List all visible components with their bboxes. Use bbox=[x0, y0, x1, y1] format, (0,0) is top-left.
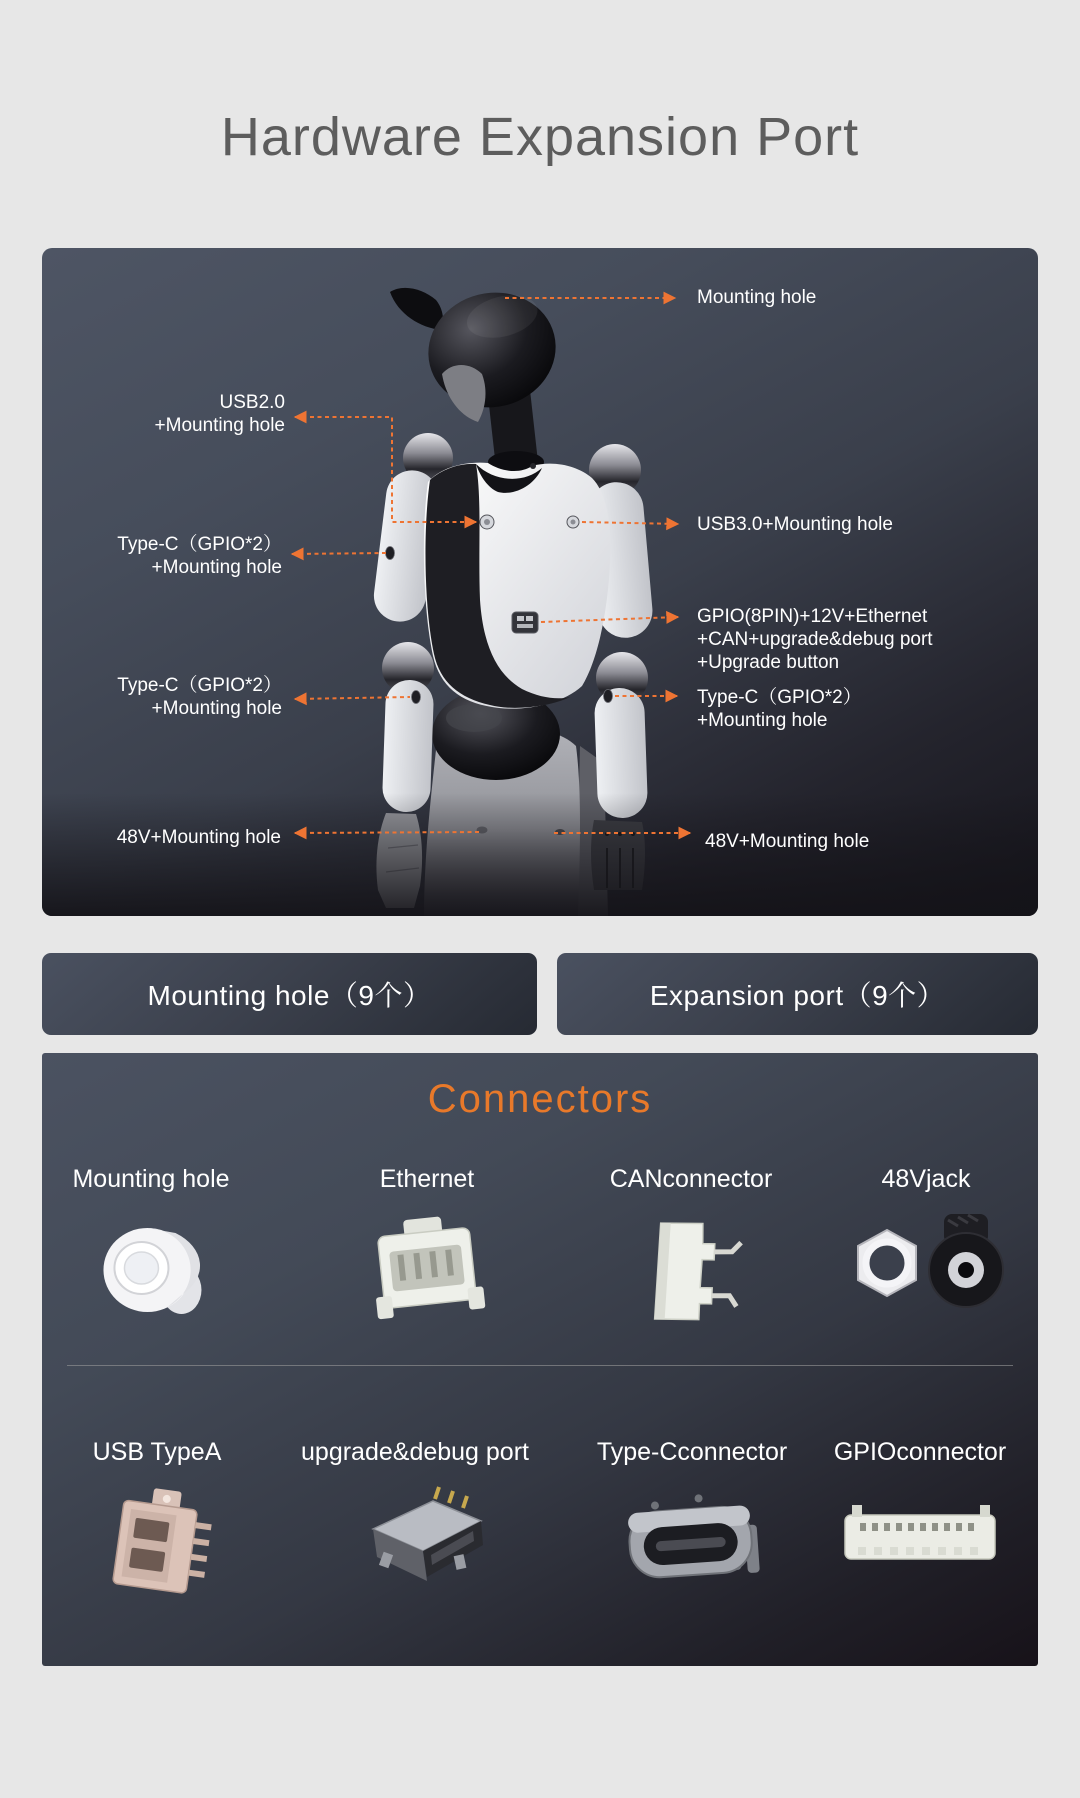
callout-line: +Mounting hole bbox=[697, 710, 828, 731]
connector-mounting-hole bbox=[72, 1165, 229, 1336]
callout-mounting-hole-head bbox=[697, 286, 816, 309]
connector-label: Mounting hole bbox=[72, 1165, 230, 1193]
callout-line: +Mounting hole bbox=[151, 557, 282, 578]
grommet-icon bbox=[89, 1208, 213, 1336]
callout-line: +Upgrade button bbox=[697, 652, 840, 673]
usb-a-connector-icon bbox=[90, 1481, 224, 1613]
connector-label: 48Vjack bbox=[881, 1165, 971, 1193]
connector-type-c bbox=[597, 1438, 787, 1609]
robot-expansion-panel bbox=[42, 248, 1038, 916]
type-c-connector-icon bbox=[606, 1481, 778, 1609]
gpio-header-icon bbox=[830, 1481, 1010, 1591]
callout-line: Type-C（GPIO*2） bbox=[117, 675, 282, 696]
connector-can bbox=[610, 1165, 773, 1336]
mounting-hole-count-bar bbox=[42, 953, 537, 1035]
ethernet-connector-icon bbox=[361, 1208, 493, 1334]
callout-line: GPIO(8PIN)+12V+Ethernet bbox=[697, 606, 928, 627]
connectors-divider bbox=[67, 1365, 1013, 1366]
callout-typec-left-upper bbox=[117, 533, 282, 579]
callout-typec-right bbox=[697, 686, 862, 732]
callout-line: USB3.0+Mounting hole bbox=[697, 514, 893, 535]
callout-line: Mounting hole bbox=[697, 287, 817, 308]
connector-label: USB TypeA bbox=[92, 1438, 222, 1466]
connector-ethernet bbox=[361, 1165, 493, 1334]
connector-usb-a bbox=[90, 1438, 224, 1613]
callout-48v-left bbox=[117, 826, 281, 849]
connectors-title: Connectors bbox=[427, 1077, 653, 1121]
callout-usb3-mounting-hole bbox=[697, 513, 893, 536]
dc-jack-icon bbox=[842, 1208, 1010, 1328]
can-connector-icon bbox=[626, 1208, 756, 1336]
connectors-panel bbox=[42, 1053, 1038, 1666]
callout-line: Type-C（GPIO*2） bbox=[697, 687, 862, 708]
callout-line: +Mounting hole bbox=[154, 415, 285, 436]
page-title: Hardware Expansion Port bbox=[220, 107, 860, 167]
callout-line: Type-C（GPIO*2） bbox=[117, 534, 282, 555]
callout-typec-left-lower bbox=[117, 674, 282, 720]
connector-48v-jack bbox=[842, 1165, 1010, 1328]
callout-line: 48V+Mounting hole bbox=[705, 831, 870, 852]
callout-leader-lines bbox=[42, 248, 1038, 916]
connector-label: CANconnector bbox=[609, 1165, 773, 1193]
callout-gpio-expansion bbox=[697, 605, 933, 674]
expansion-port-count-label: Expansion port（9个） bbox=[649, 980, 946, 1011]
callout-usb2-mounting-hole bbox=[155, 391, 285, 437]
callout-line: USB2.0 bbox=[219, 392, 285, 413]
connector-upgrade-debug bbox=[301, 1438, 529, 1609]
connector-label: Ethernet bbox=[379, 1165, 475, 1193]
micro-usb-connector-icon bbox=[335, 1481, 495, 1609]
callout-48v-right bbox=[705, 830, 869, 853]
callout-line: 48V+Mounting hole bbox=[116, 827, 281, 848]
callout-line: +CAN+upgrade&debug port bbox=[697, 629, 933, 650]
callout-line: +Mounting hole bbox=[151, 698, 282, 719]
expansion-port-count-bar bbox=[557, 953, 1038, 1035]
connector-label: upgrade&debug port bbox=[301, 1438, 529, 1466]
connector-label: Type-Cconnector bbox=[596, 1438, 788, 1466]
connector-gpio bbox=[830, 1438, 1010, 1591]
connector-label: GPIOconnector bbox=[833, 1438, 1007, 1466]
mounting-hole-count-label: Mounting hole（9个） bbox=[147, 980, 432, 1011]
